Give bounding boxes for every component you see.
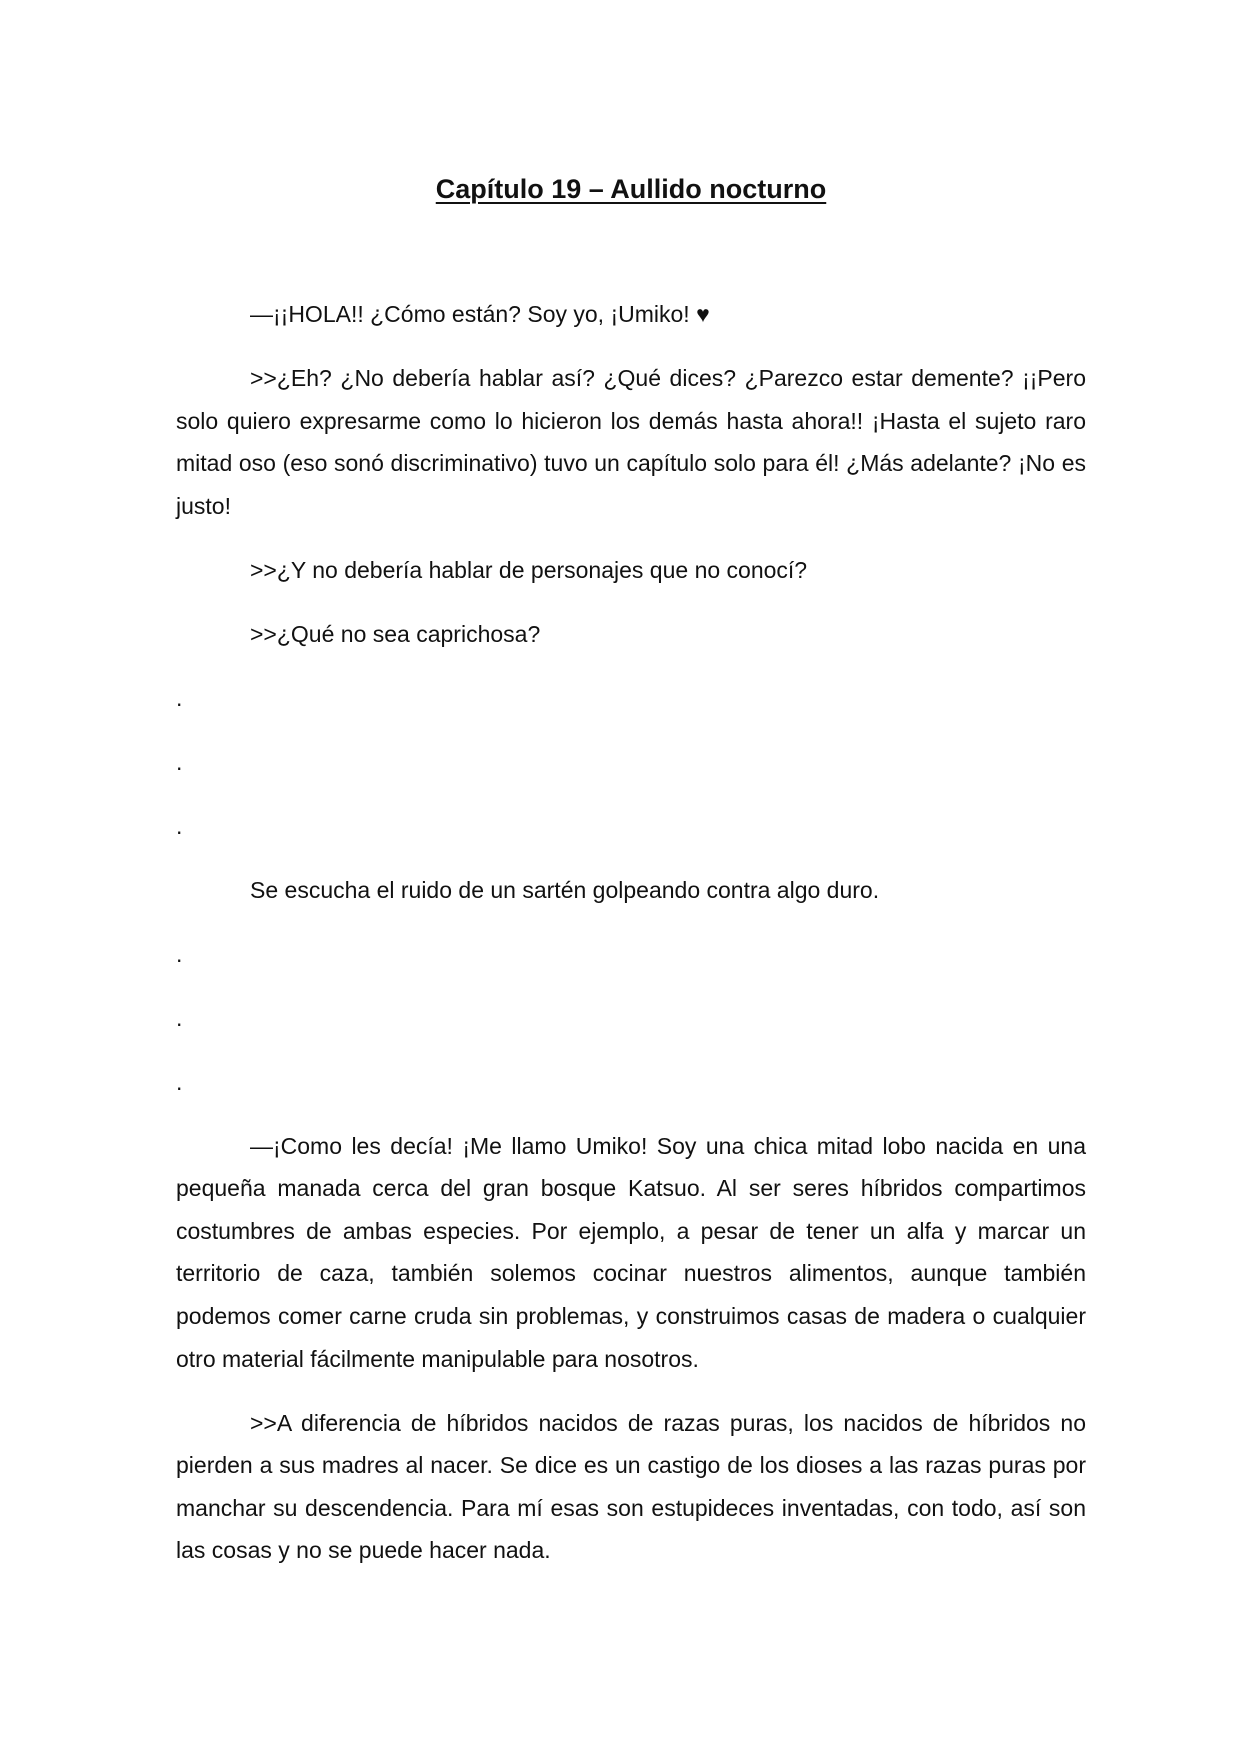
scene-break-dot: . xyxy=(176,684,183,711)
chapter-title: Capítulo 19 – Aullido nocturno xyxy=(435,174,827,204)
paragraph-characters: >>¿Y no debería hablar de personajes que no conocí? xyxy=(250,556,808,583)
scene-break-dot: . xyxy=(176,748,183,775)
paragraph-greeting: —¡¡HOLA!! ¿Cómo están? Soy yo, ¡Umiko! ♥ xyxy=(250,301,710,327)
paragraph-complaint: >>¿Eh? ¿No debería hablar así? ¿Qué dices? ¿Parezco estar demente? ¡¡Pero solo quiero expresarme como lo hicieron los demás hasta ahora!! ¡Hasta el sujeto raro mitad oso (eso sonó discriminativo) tuvo un capítulo solo para él! ¿Más adelante? ¡No es justo! xyxy=(176,364,1086,519)
chapter-body xyxy=(176,293,1086,1593)
paragraph-frying-pan: Se escucha el ruido de un sartén golpeando contra algo duro. xyxy=(250,876,880,903)
scene-break-dot: . xyxy=(176,1004,183,1031)
scene-break-dot: . xyxy=(176,812,183,839)
paragraph-capricious: >>¿Qué no sea caprichosa? xyxy=(250,620,541,647)
scene-break-dot: . xyxy=(176,940,183,967)
paragraph-hybrids: >>A diferencia de híbridos nacidos de razas puras, los nacidos de híbridos no pierden a sus madres al nacer. Se dice es un castigo de los dioses a las razas puras por manchar su descendencia. Para mí esas son estupideces inventadas, con todo, así son las cosas y no se puede hacer nada. xyxy=(176,1409,1086,1564)
scene-break-dot: . xyxy=(176,1068,183,1095)
paragraph-introduction: —¡Como les decía! ¡Me llamo Umiko! Soy una chica mitad lobo nacida en una pequeña manada cerca del gran bosque Katsuo. Al ser seres híbridos compartimos costumbres de ambas especies. Por ejemplo, a pesar de tener un alfa y marcar un territorio de caza, también solemos cocinar nuestros alimentos, aunque también podemos comer carne cruda sin problemas, y construimos casas de madera o cualquier otro material fácilmente manipulable para nosotros. xyxy=(176,1132,1086,1372)
